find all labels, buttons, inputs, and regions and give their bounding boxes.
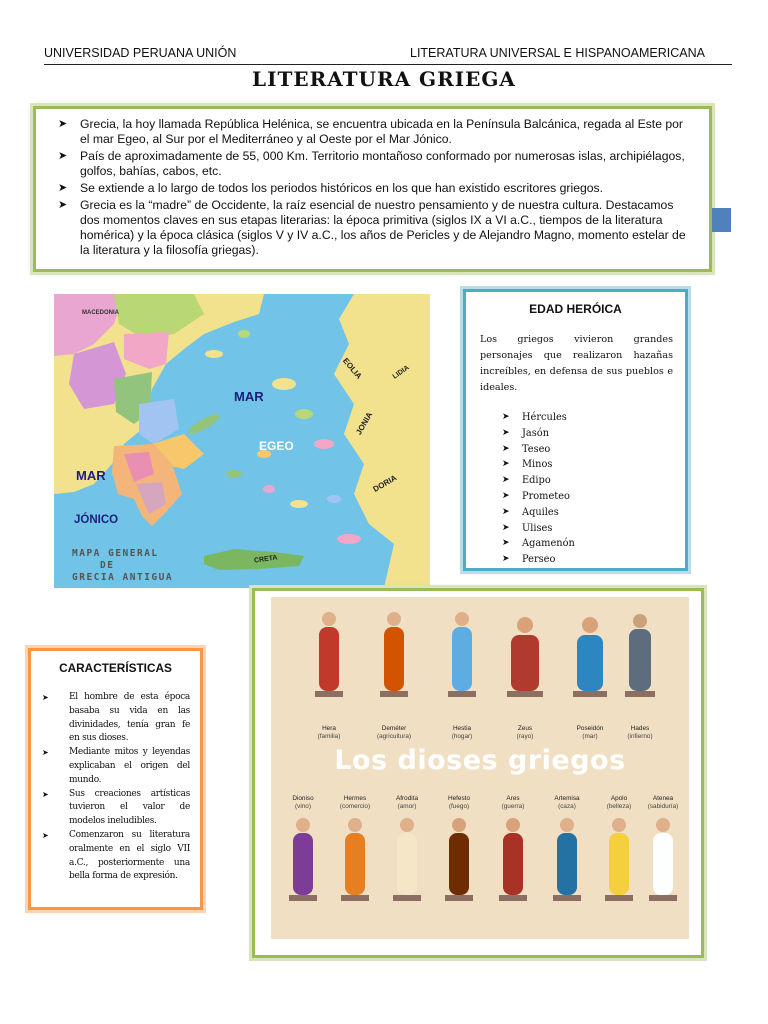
hero-item: ➤ Hércules xyxy=(522,410,685,426)
characteristic-item: ➤ El hombre de esta época basaba su vida en las divinidades, tenía gran fe en sus dioses. xyxy=(69,691,190,746)
hero-item: ➤ Ulises xyxy=(522,521,685,537)
map-label-jonico: JÓNICO xyxy=(74,514,119,526)
characteristic-item: ➤ Mediante mitos y leyendas explicaban el origen del mundo. xyxy=(69,746,190,787)
god-role: (amor) xyxy=(397,803,417,810)
god-role: (mar) xyxy=(582,733,598,740)
side-tab-marker xyxy=(712,208,731,232)
god-name: Hera xyxy=(322,725,336,732)
god-label xyxy=(281,795,325,811)
god-role: (vino) xyxy=(295,803,311,810)
hero-item: ➤ Perseo xyxy=(522,552,685,568)
god-name: Hefesto xyxy=(447,795,471,802)
gods-picture-frame xyxy=(252,588,704,958)
map-label-creta: CRETA xyxy=(253,554,278,565)
god-name: Dioniso xyxy=(292,795,314,802)
god-role: (agricultura) xyxy=(376,733,412,740)
god-name: Hestia xyxy=(452,725,472,732)
map-label-lidia: LIDIA xyxy=(391,364,411,381)
gods-title: Los dioses griegos xyxy=(334,745,626,776)
gods-illustration xyxy=(271,597,689,939)
god-role: (belleza) xyxy=(606,803,632,810)
god-role: (fuego) xyxy=(448,803,470,810)
map-label-mar-west: MAR xyxy=(76,468,106,483)
characteristic-item: ➤ Sus creaciones artísticas tuvieron el valor de modelos ineludibles. xyxy=(69,788,190,829)
map-label-eolia: EOLIA xyxy=(340,356,364,381)
god-label xyxy=(307,725,351,741)
hero-item: ➤ Agamenón xyxy=(522,536,685,552)
god-role: (infierno) xyxy=(627,733,653,740)
god-label xyxy=(545,795,589,811)
god-label xyxy=(372,725,416,741)
god-label xyxy=(491,795,535,811)
hero-item: ➤ Aquiles xyxy=(522,505,685,521)
hero-item: ➤ Jasón xyxy=(522,426,685,442)
god-name: Hades xyxy=(630,725,650,732)
hero-item: ➤ Prometeo xyxy=(522,489,685,505)
heroic-title: EDAD HERÓICA xyxy=(529,302,622,316)
characteristic-item: ➤ Comenzaron su literatura oralmente en el siglo VII a.C., posteriormente una bella forma de expresión. xyxy=(69,829,190,884)
god-role: (hogar) xyxy=(451,733,473,740)
map-label-jonia: JONIA xyxy=(354,410,375,437)
intro-item: ➤ Grecia es la “madre” de Occidente, la raíz esencial de nuestro pensamiento y de nuestra cultura. Destacamos dos momentos claves en sus etapas literarias: la época primitiva (siglos IX a VI a.C., tiempos de la literatura homérica) y la época clásica (siglos V y IV a.C., los años de Pericles y de Alejandro Magno, momento estelar de la literatura y la filosofía griegas). xyxy=(80,198,687,258)
god-name: Afrodita xyxy=(395,795,419,802)
hero-item: ➤ Teseo xyxy=(522,442,685,458)
god-label xyxy=(568,725,612,741)
god-label xyxy=(385,795,429,811)
map-caption xyxy=(72,548,173,584)
intro-item: ➤ Se extiende a lo largo de todos los periodos históricos en los que han existido escritores griegos. xyxy=(80,181,687,196)
hero-item: ➤ Minos xyxy=(522,457,685,473)
map-label-macedonia: MACEDONIA xyxy=(82,310,119,316)
map-greece xyxy=(54,294,430,588)
god-label xyxy=(503,725,547,741)
god-name: Atenea xyxy=(652,795,674,802)
header-rule xyxy=(44,64,732,65)
god-role: (rayo) xyxy=(516,733,534,740)
characteristics-list xyxy=(31,691,200,884)
intro-list xyxy=(36,109,709,258)
god-role: (caza) xyxy=(558,803,576,810)
god-label xyxy=(618,725,662,741)
god-label xyxy=(597,795,641,811)
heroic-text: Los griegos vivieron grandes personajes que realizaron hazañas increíbles, en defensa de sus pueblos e ideales. xyxy=(480,334,673,393)
heroes-list xyxy=(466,410,685,568)
god-role: (guerra) xyxy=(501,803,525,810)
god-role: (sabiduría) xyxy=(647,803,679,810)
god-name: Poseidón xyxy=(576,725,604,732)
map-label-doria: DORIA xyxy=(371,473,399,494)
hero-item: ➤ Edipo xyxy=(522,473,685,489)
map-label-egeo: EGEO xyxy=(259,439,294,453)
intro-item: ➤ Grecia, la hoy llamada República Helénica, se encuentra ubicada en la Península Balcánica, regada al Este por el mar Egeo, al Sur por el Mediterráneo y al Oeste por el Mar Jónico. xyxy=(80,117,687,147)
map-label-mar: MAR xyxy=(234,389,264,404)
map-caption-line: MAPA GENERAL xyxy=(72,548,159,559)
map-drawing xyxy=(54,294,430,588)
map-caption-line: GRECIA ANTIGUA xyxy=(72,572,174,583)
header-university: UNIVERSIDAD PERUANA UNIÓN xyxy=(44,46,237,60)
god-label xyxy=(437,795,481,811)
intro-item: ➤ País de aproximadamente de 55, 000 Km. Territorio montañoso conformado por numerosas islas, archipiélagos, golfos, bahías, cabos, etc. xyxy=(80,149,687,179)
god-label xyxy=(440,725,484,741)
characteristics-title: CARACTERÍSTICAS xyxy=(59,661,172,675)
heroic-age-box xyxy=(463,289,688,571)
characteristics-box xyxy=(28,648,203,910)
god-name: Apolo xyxy=(610,795,628,802)
god-name: Ares xyxy=(506,795,520,802)
god-name: Zeus xyxy=(517,725,533,732)
page-title: LITERATURA GRIEGA xyxy=(252,67,516,91)
god-name: Artemisa xyxy=(554,795,580,802)
intro-box xyxy=(33,106,712,272)
god-label xyxy=(641,795,685,811)
header-course: LITERATURA UNIVERSAL E HISPANOAMERICANA xyxy=(410,46,705,60)
map-caption-line: DE xyxy=(100,560,115,571)
god-name: Deméter xyxy=(381,725,407,732)
god-name: Hermes xyxy=(343,795,367,802)
god-role: (familia) xyxy=(317,733,341,740)
god-label xyxy=(333,795,377,811)
god-role: (comercio) xyxy=(339,803,371,810)
